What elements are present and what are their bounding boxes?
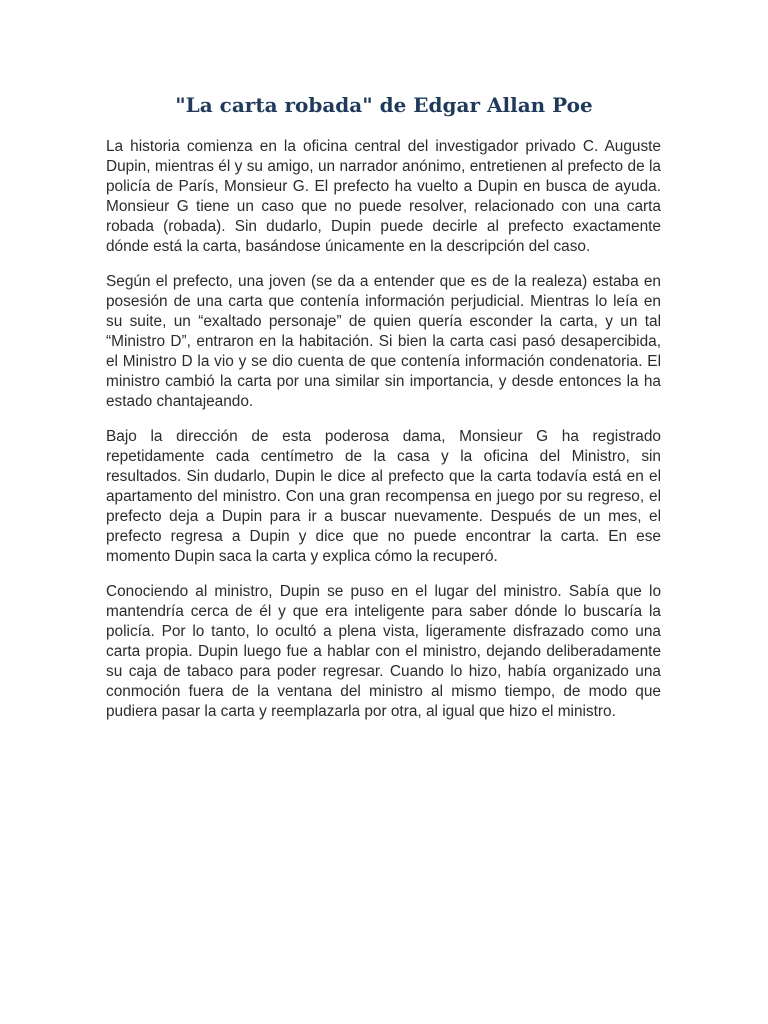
document-body <box>106 137 661 737</box>
paragraph-3: Bajo la dirección de esta poderosa dama, Monsieur G ha registrado repetidamente cada centímetro de la casa y la oficina del Ministro, sin resultados. Sin dudarlo, Dupin le dice al prefecto que la carta todavía está en el apartamento del ministro. Con una gran recompensa en juego por su regreso, el prefecto deja a Dupin para ir a buscar nuevamente. Después de un mes, el prefecto regresa a Dupin y dice que no puede encontrar la carta. En ese momento Dupin saca la carta y explica cómo la recuperó. <box>106 428 661 565</box>
paragraph-4: Conociendo al ministro, Dupin se puso en el lugar del ministro. Sabía que lo mantendría cerca de él y que era inteligente para saber dónde lo buscaría la policía. Por lo tanto, lo ocultó a plena vista, ligeramente disfrazado como una carta propia. Dupin luego fue a hablar con el ministro, dejando deliberadamente su caja de tabaco para poder regresar. Cuando lo hizo, había organizado una conmoción fuera de la ventana del ministro al mismo tiempo, de modo que pudiera pasar la carta y reemplazarla por otra, al igual que hizo el ministro. <box>106 583 661 720</box>
paragraph-1: La historia comienza en la oficina central del investigador privado C. Auguste Dupin, mientras él y su amigo, un narrador anónimo, entretienen al prefecto de la policía de París, Monsieur G. El prefecto ha vuelto a Dupin en busca de ayuda. Monsieur G tiene un caso que no puede resolver, relacionado con una carta robada (robada). Sin dudarlo, Dupin puede decirle al prefecto exactamente dónde está la carta, basándose únicamente en la descripción del caso. <box>106 138 661 255</box>
document-title: "La carta robada" de Edgar Allan Poe <box>175 93 593 117</box>
paragraph-2: Según el prefecto, una joven (se da a entender que es de la realeza) estaba en posesión de una carta que contenía información perjudicial. Mientras lo leía en su suite, un “exaltado personaje” de quien quería esconder la carta, y un tal “Ministro D”, entraron en la habitación. Si bien la carta casi pasó desapercibida, el Ministro D la vio y se dio cuenta de que contenía información condenatoria. El ministro cambió la carta por una similar sin importancia, y desde entonces la ha estado chantajeando. <box>106 273 661 410</box>
